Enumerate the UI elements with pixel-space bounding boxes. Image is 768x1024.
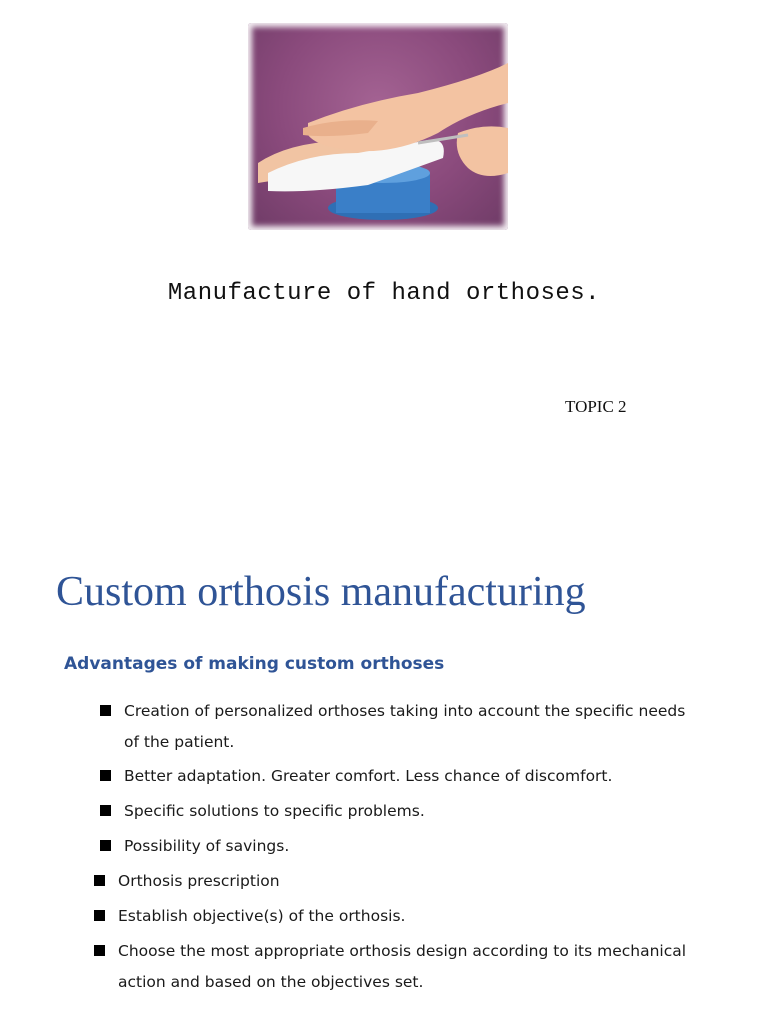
advantage-item: [100, 831, 704, 862]
advantage-item: [100, 761, 704, 792]
section-heading: Custom orthosis manufacturing: [56, 569, 586, 615]
bullet-square-icon: [100, 770, 111, 781]
topic-label: TOPIC 2: [565, 397, 627, 416]
step-text: Establish objective(s) of the orthosis.: [118, 907, 406, 925]
bullet-square-icon: [100, 805, 111, 816]
document-title: Manufacture of hand orthoses.: [167, 280, 601, 307]
bullet-square-icon: [94, 945, 105, 956]
bullet-square-icon: [94, 875, 105, 886]
step-text: Orthosis prescription: [118, 872, 280, 890]
step-item: [94, 936, 698, 998]
advantage-text: Possibility of savings.: [124, 837, 290, 855]
advantage-text: Specific solutions to specific problems.: [124, 802, 425, 820]
advantage-item: [100, 796, 704, 827]
bullet-square-icon: [100, 705, 111, 716]
advantage-item: [100, 696, 704, 758]
bullet-square-icon: [94, 910, 105, 921]
advantage-text: Better adaptation. Greater comfort. Less chance of discomfort.: [124, 767, 613, 785]
step-item: [94, 901, 698, 932]
step-text: Choose the most appropriate orthosis design according to its mechanical action and based on the objectives set.: [118, 942, 687, 991]
step-item: [94, 866, 698, 897]
advantage-text: Creation of personalized orthoses taking into account the specific needs of the patient.: [124, 702, 686, 751]
hand-molding-illustration: [248, 23, 508, 230]
cover-photo: [248, 23, 508, 230]
bullet-square-icon: [100, 840, 111, 851]
section-subheading: Advantages of making custom orthoses: [64, 654, 445, 674]
